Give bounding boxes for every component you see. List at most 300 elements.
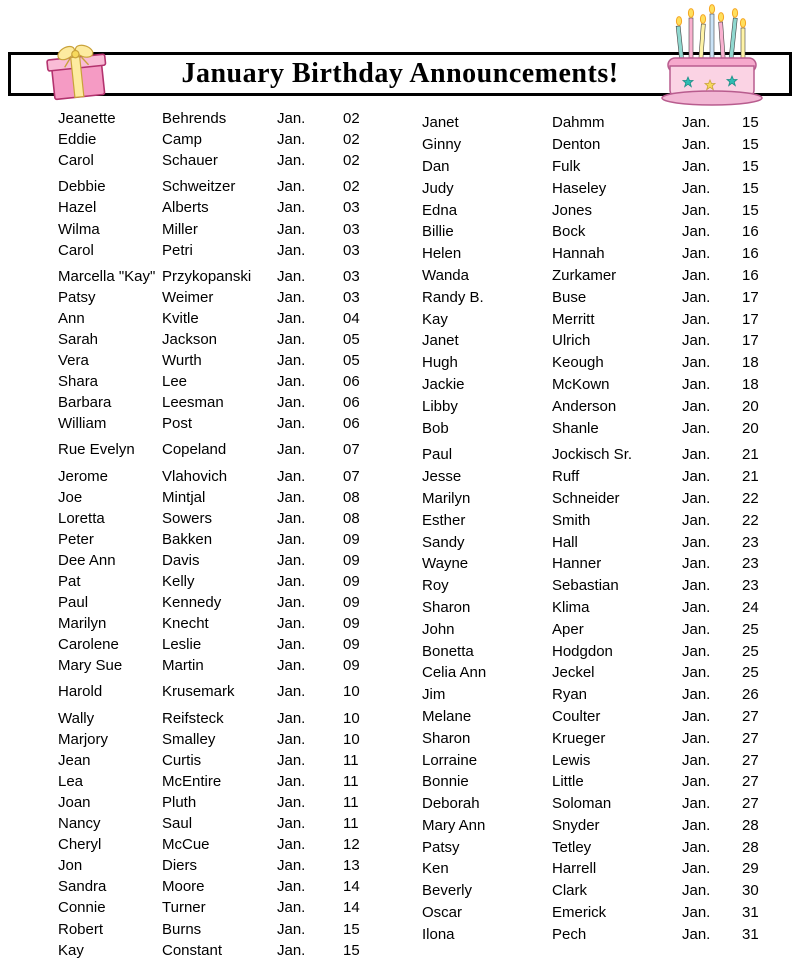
month-label: Jan. [682, 729, 711, 747]
last-name: Saul [162, 815, 193, 833]
birthday-row [58, 197, 370, 218]
last-name: Moore [162, 878, 205, 896]
first-name: Loretta [58, 509, 105, 527]
month-label: Jan. [277, 509, 306, 527]
birthday-row [58, 897, 370, 918]
last-name: Hall [552, 533, 578, 551]
first-name: Barbara [58, 394, 112, 412]
birthday-row [422, 618, 759, 640]
month-label: Jan. [682, 468, 711, 486]
day-number: 10 [343, 730, 360, 748]
birthday-row [58, 350, 370, 371]
last-name: Schauer [162, 152, 218, 170]
day-number: 09 [343, 636, 360, 654]
birthday-row [58, 771, 370, 792]
day-number: 17 [742, 288, 759, 306]
month-label: Jan. [277, 394, 306, 412]
month-label: Jan. [682, 707, 711, 725]
month-label: Jan. [277, 836, 306, 854]
first-name: Bob [422, 419, 449, 437]
first-name: Helen [422, 245, 462, 263]
month-label: Jan. [682, 245, 711, 263]
first-name: Carol [58, 152, 94, 170]
birthday-row [422, 112, 759, 134]
month-label: Jan. [277, 352, 306, 370]
birthday-row [58, 487, 370, 508]
last-name: Alberts [162, 199, 209, 217]
day-number: 31 [742, 925, 759, 943]
birthday-row [58, 308, 370, 329]
first-name: Melane [422, 707, 472, 725]
day-number: 14 [343, 899, 360, 917]
month-label: Jan. [682, 686, 711, 704]
birthday-row [422, 793, 759, 815]
day-number: 21 [742, 468, 759, 486]
last-name: Knecht [162, 615, 209, 633]
month-label: Jan. [277, 551, 306, 569]
first-name: Marilyn [422, 489, 471, 507]
month-label: Jan. [682, 816, 711, 834]
birthday-row [422, 444, 759, 466]
last-name: Turner [162, 899, 206, 917]
day-number: 23 [742, 533, 759, 551]
last-name: Denton [552, 136, 601, 154]
first-name: Sharon [422, 598, 471, 616]
month-label: Jan. [682, 860, 711, 878]
birthday-row [58, 392, 370, 413]
month-label: Jan. [682, 375, 711, 393]
first-name: Nancy [58, 815, 101, 833]
first-name: Rue Evelyn [58, 441, 135, 459]
month-label: Jan. [277, 683, 306, 701]
month-label: Jan. [682, 201, 711, 219]
last-name: Jeckel [552, 664, 595, 682]
day-number: 11 [343, 751, 359, 769]
first-name: Marjory [58, 730, 109, 748]
last-name: Clark [552, 882, 588, 900]
last-name: Coulter [552, 707, 601, 725]
last-name: Hodgdon [552, 642, 613, 660]
day-number: 15 [742, 201, 759, 219]
last-name: Mintjal [162, 488, 206, 506]
last-name: Anderson [552, 397, 617, 415]
day-number: 02 [343, 131, 360, 149]
month-label: Jan. [682, 266, 711, 284]
first-name: Judy [422, 179, 454, 197]
last-name: Reifsteck [162, 709, 224, 727]
day-number: 09 [343, 551, 360, 569]
first-name: Mary Sue [58, 657, 123, 675]
birthday-row [58, 108, 370, 129]
last-name: Diers [162, 857, 198, 875]
day-number: 03 [343, 288, 360, 306]
birthday-lists [0, 108, 800, 961]
month-label: Jan. [682, 310, 711, 328]
month-label: Jan. [277, 241, 306, 259]
month-label: Jan. [682, 838, 711, 856]
first-name: Roy [422, 577, 449, 595]
day-number: 02 [343, 110, 360, 128]
first-name: Eddie [58, 131, 97, 149]
month-label: Jan. [682, 555, 711, 573]
month-label: Jan. [277, 152, 306, 170]
birthday-row [58, 529, 370, 550]
day-number: 15 [742, 136, 759, 154]
birthday-row [58, 240, 370, 261]
month-label: Jan. [277, 772, 306, 790]
first-name: Sarah [58, 330, 99, 348]
first-name: Ken [422, 860, 449, 878]
first-name: Paul [422, 446, 453, 464]
birthday-row [58, 655, 370, 676]
first-name: Cheryl [58, 836, 102, 854]
birthday-row [58, 329, 370, 350]
birthday-row [422, 575, 759, 597]
birthday-row [422, 640, 759, 662]
birthday-row [422, 199, 759, 221]
day-number: 29 [742, 860, 759, 878]
month-label: Jan. [682, 598, 711, 616]
first-name: Jeanette [58, 110, 116, 128]
last-name: Snyder [552, 816, 600, 834]
day-number: 07 [343, 467, 360, 485]
last-name: Emerick [552, 904, 607, 922]
last-name: Dahmm [552, 114, 605, 132]
month-label: Jan. [682, 354, 711, 372]
birthday-row [422, 221, 759, 243]
birthday-row [422, 308, 759, 330]
month-label: Jan. [277, 441, 306, 459]
first-name: Kay [58, 941, 84, 959]
birthday-row [58, 371, 370, 392]
first-name: Mary Ann [422, 816, 486, 834]
last-name: Schweitzer [162, 178, 236, 196]
day-number: 20 [742, 397, 759, 415]
last-name: Davis [162, 551, 200, 569]
first-name: Jerome [58, 467, 109, 485]
last-name: Pluth [162, 793, 197, 811]
day-number: 31 [742, 904, 759, 922]
month-label: Jan. [277, 615, 306, 633]
last-name: Leesman [162, 394, 224, 412]
birthday-row [422, 352, 759, 374]
day-number: 06 [343, 415, 360, 433]
first-name: Jim [422, 686, 446, 704]
first-name: Pat [58, 573, 81, 591]
first-name: Sandra [58, 878, 107, 896]
day-number: 27 [742, 773, 759, 791]
day-number: 09 [343, 573, 360, 591]
day-number: 03 [343, 267, 360, 285]
birthday-row [58, 466, 370, 487]
first-name: William [58, 415, 107, 433]
day-number: 02 [343, 178, 360, 196]
last-name: Copeland [162, 441, 227, 459]
day-number: 06 [343, 394, 360, 412]
month-label: Jan. [682, 925, 711, 943]
birthday-row [422, 417, 759, 439]
birthday-row [422, 509, 759, 531]
birthday-row [422, 395, 759, 417]
last-name: Lewis [552, 751, 591, 769]
month-label: Jan. [682, 795, 711, 813]
first-name: Dee Ann [58, 551, 116, 569]
last-name: Constant [162, 941, 223, 959]
day-number: 11 [343, 815, 359, 833]
first-name: Jesse [422, 468, 462, 486]
birthday-row [58, 266, 370, 287]
first-name: Janet [422, 332, 459, 350]
day-number: 03 [343, 241, 360, 259]
last-name: Miller [162, 220, 198, 238]
last-name: Petri [162, 241, 193, 259]
last-name: Krusemark [162, 683, 235, 701]
first-name: Ginny [422, 136, 462, 154]
first-name: Bonnie [422, 773, 469, 791]
month-label: Jan. [277, 920, 306, 938]
last-name: Vlahovich [162, 467, 228, 485]
first-name: Kay [422, 310, 448, 328]
day-number: 21 [742, 446, 759, 464]
day-number: 08 [343, 509, 360, 527]
day-number: 15 [742, 157, 759, 175]
day-number: 12 [343, 836, 360, 854]
birthday-row [58, 413, 370, 434]
last-name: Buse [552, 288, 587, 306]
last-name: Soloman [552, 795, 612, 813]
birthday-row [58, 287, 370, 308]
day-number: 18 [742, 354, 759, 372]
first-name: Jean [58, 751, 91, 769]
month-label: Jan. [682, 664, 711, 682]
last-name: Sebastian [552, 577, 619, 595]
first-name: Vera [58, 352, 89, 370]
first-name: Wilma [58, 220, 100, 238]
last-name: Bakken [162, 530, 213, 548]
birthday-row [422, 330, 759, 352]
month-label: Jan. [277, 751, 306, 769]
day-number: 27 [742, 751, 759, 769]
last-name: Merritt [552, 310, 595, 328]
last-name: Keough [552, 354, 604, 372]
day-number: 16 [742, 245, 759, 263]
day-number: 27 [742, 707, 759, 725]
first-name: Oscar [422, 904, 463, 922]
first-name: Connie [58, 899, 106, 917]
last-name: Martin [162, 657, 204, 675]
birthday-row [422, 923, 759, 945]
last-name: Krueger [552, 729, 606, 747]
first-name: Harold [58, 683, 103, 701]
last-name: Haseley [552, 179, 607, 197]
month-label: Jan. [277, 467, 306, 485]
page-title: January Birthday Announcements! [181, 58, 619, 89]
day-number: 16 [742, 223, 759, 241]
last-name: Kelly [162, 573, 195, 591]
day-number: 16 [742, 266, 759, 284]
first-name: Jackie [422, 375, 465, 393]
last-name: Curtis [162, 751, 202, 769]
birthday-row [422, 156, 759, 178]
first-name: Janet [422, 114, 459, 132]
birthday-row [422, 466, 759, 488]
first-name: Carolene [58, 636, 119, 654]
month-label: Jan. [277, 899, 306, 917]
day-number: 09 [343, 594, 360, 612]
day-number: 02 [343, 152, 360, 170]
birthday-row [58, 176, 370, 197]
birthday-row [422, 858, 759, 880]
month-label: Jan. [682, 751, 711, 769]
first-name: Bonetta [422, 642, 474, 660]
day-number: 23 [742, 577, 759, 595]
month-label: Jan. [682, 511, 711, 529]
month-label: Jan. [682, 179, 711, 197]
month-label: Jan. [682, 332, 711, 350]
last-name: Tetley [552, 838, 592, 856]
birthday-row [422, 684, 759, 706]
month-label: Jan. [277, 267, 306, 285]
first-name: Wally [58, 709, 95, 727]
first-name: Lea [58, 772, 84, 790]
last-name: Camp [162, 131, 203, 149]
month-label: Jan. [277, 488, 306, 506]
month-label: Jan. [277, 178, 306, 196]
day-number: 17 [742, 332, 759, 350]
day-number: 15 [742, 114, 759, 132]
birthday-row [422, 749, 759, 771]
day-number: 15 [742, 179, 759, 197]
month-label: Jan. [277, 815, 306, 833]
day-number: 24 [742, 598, 759, 616]
last-name: McCue [162, 836, 210, 854]
month-label: Jan. [682, 642, 711, 660]
first-name: Deborah [422, 795, 480, 813]
first-name: Patsy [422, 838, 460, 856]
day-number: 07 [343, 441, 360, 459]
birthday-row [58, 129, 370, 150]
first-name: Randy B. [422, 288, 484, 306]
birthday-row [422, 134, 759, 156]
last-name: Jones [552, 201, 593, 219]
last-name: McKown [552, 375, 610, 393]
last-name: Fulk [552, 157, 581, 175]
birthday-row [422, 836, 759, 858]
month-label: Jan. [277, 110, 306, 128]
birthday-row [422, 488, 759, 510]
month-label: Jan. [682, 882, 711, 900]
last-name: Jockisch Sr. [552, 446, 633, 464]
last-name: Ulrich [552, 332, 591, 350]
day-number: 18 [742, 375, 759, 393]
day-number: 03 [343, 199, 360, 217]
birthday-row [58, 729, 370, 750]
first-name: Paul [58, 594, 89, 612]
last-name: Aper [552, 620, 584, 638]
month-label: Jan. [277, 131, 306, 149]
month-label: Jan. [277, 941, 306, 959]
month-label: Jan. [682, 533, 711, 551]
last-name: Harrell [552, 860, 597, 878]
day-number: 14 [343, 878, 360, 896]
first-name: Ann [58, 309, 85, 327]
month-label: Jan. [682, 288, 711, 306]
last-name: Shanle [552, 419, 599, 437]
day-number: 06 [343, 373, 360, 391]
last-name: Ruff [552, 468, 580, 486]
first-name: Wayne [422, 555, 469, 573]
first-name: Marilyn [58, 615, 107, 633]
month-label: Jan. [277, 730, 306, 748]
last-name: Klima [552, 598, 590, 616]
first-name: Joe [58, 488, 83, 506]
month-label: Jan. [682, 157, 711, 175]
last-name: Jackson [162, 330, 218, 348]
birthday-row [58, 813, 370, 834]
month-label: Jan. [277, 415, 306, 433]
birthday-row [422, 265, 759, 287]
month-label: Jan. [277, 857, 306, 875]
first-name: Joan [58, 793, 91, 811]
day-number: 09 [343, 615, 360, 633]
birthday-row [58, 613, 370, 634]
day-number: 15 [343, 920, 360, 938]
first-name: Peter [58, 530, 94, 548]
birthday-row [58, 855, 370, 876]
last-name: Zurkamer [552, 266, 617, 284]
day-number: 26 [742, 686, 759, 704]
first-name: Robert [58, 920, 104, 938]
first-name: Lorraine [422, 751, 478, 769]
birthday-row [58, 834, 370, 855]
last-name: Smalley [162, 730, 216, 748]
day-number: 30 [742, 882, 759, 900]
birthday-row [58, 940, 370, 961]
day-number: 03 [343, 220, 360, 238]
birthday-row [422, 771, 759, 793]
day-number: 25 [742, 620, 759, 638]
birthday-row [58, 876, 370, 897]
first-name: Carol [58, 241, 94, 259]
birthday-row [58, 508, 370, 529]
first-name: Beverly [422, 882, 473, 900]
last-name: Ryan [552, 686, 588, 704]
day-number: 11 [343, 772, 359, 790]
last-name: Bock [552, 223, 586, 241]
last-name: Kennedy [162, 594, 222, 612]
day-number: 08 [343, 488, 360, 506]
month-label: Jan. [277, 657, 306, 675]
birthday-row [58, 592, 370, 613]
birthday-row [58, 150, 370, 171]
birthday-row [422, 374, 759, 396]
month-label: Jan. [277, 330, 306, 348]
first-name: Edna [422, 201, 458, 219]
month-label: Jan. [277, 594, 306, 612]
first-name: Sandy [422, 533, 465, 551]
day-number: 09 [343, 657, 360, 675]
birthday-row [422, 553, 759, 575]
first-name: Patsy [58, 288, 96, 306]
first-name: Wanda [422, 266, 469, 284]
birthday-row [422, 597, 759, 619]
month-label: Jan. [277, 573, 306, 591]
birthday-row [422, 727, 759, 749]
birthday-row [58, 681, 370, 702]
day-number: 22 [742, 489, 759, 507]
day-number: 28 [742, 838, 759, 856]
day-number: 09 [343, 530, 360, 548]
